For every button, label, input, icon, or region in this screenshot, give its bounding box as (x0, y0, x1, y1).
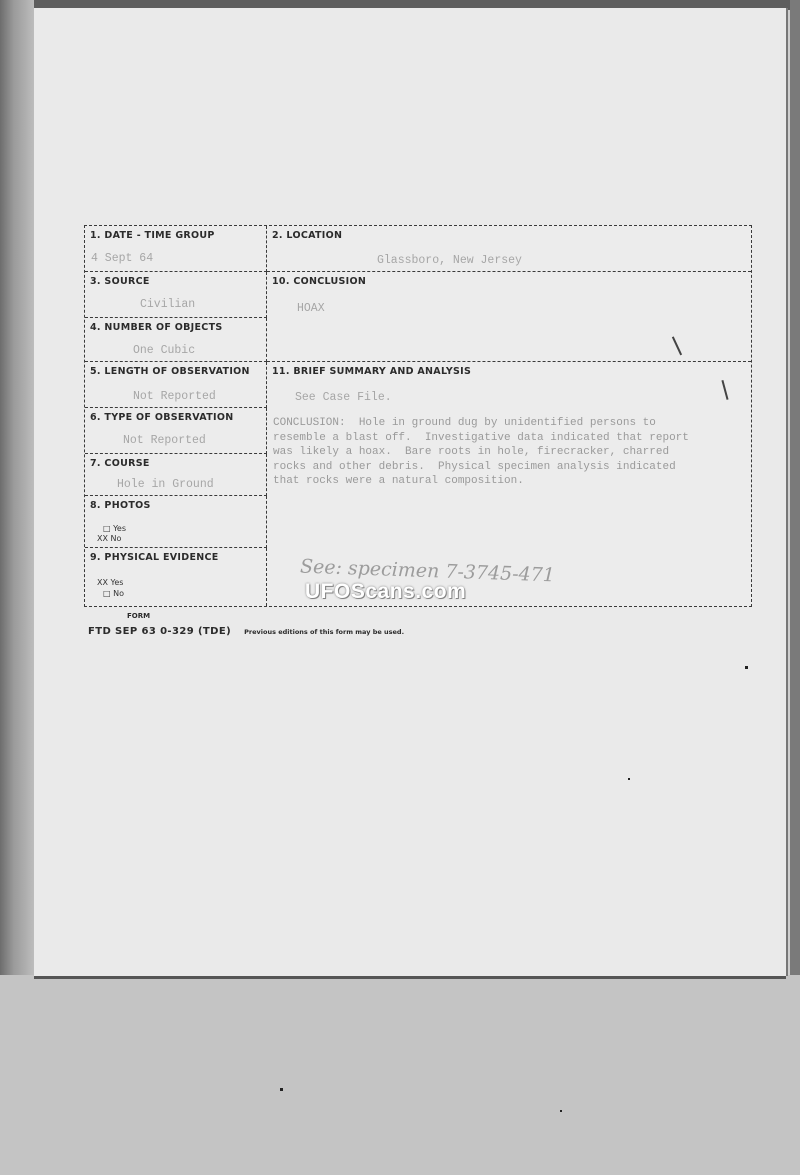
evidence-cell (85, 548, 267, 606)
photos-no-option: XX No (97, 534, 122, 543)
summary-label: 11. BRIEF SUMMARY AND ANALYSIS (272, 366, 472, 377)
summary-first-line: See Case File. (295, 391, 392, 404)
length-value: Not Reported (133, 390, 216, 403)
location-label: 2. LOCATION (272, 230, 343, 241)
date-time-cell (85, 226, 267, 272)
scan-speck (560, 1110, 562, 1112)
course-label: 7. COURSE (90, 458, 150, 469)
form-footer (88, 619, 404, 638)
photos-label: 8. PHOTOS (90, 500, 151, 511)
watermark: UFOScans.com (305, 580, 467, 603)
scan-speck (745, 666, 748, 669)
scan-speck (280, 1088, 283, 1091)
date-time-label: 1. DATE - TIME GROUP (90, 230, 215, 241)
evidence-yes-option: XX Yes (97, 578, 124, 587)
date-time-value: 4 Sept 64 (91, 252, 154, 265)
type-label: 6. TYPE OF OBSERVATION (90, 412, 234, 423)
objects-label: 4. NUMBER OF OBJECTS (90, 322, 223, 333)
photos-yes-option: □ Yes (103, 524, 127, 533)
scan-speck (628, 778, 630, 780)
source-value: Civilian (140, 298, 196, 311)
report-form (84, 225, 752, 607)
scan-lower-area (0, 975, 800, 1175)
objects-value: One Cubic (133, 344, 196, 357)
photos-cell (85, 496, 267, 548)
source-cell (85, 272, 267, 318)
form-number: FTD SEP 63 0-329 (TDE) (88, 626, 232, 637)
type-value: Not Reported (123, 434, 206, 447)
course-cell (85, 454, 267, 496)
location-value: Glassboro, New Jersey (377, 254, 522, 267)
form-word: FORM (127, 612, 151, 620)
conclusion-value: HOAX (297, 302, 325, 315)
handwritten-specimen-note: See: specimen 7-3745-471 (299, 555, 556, 587)
conclusion-label: 10. CONCLUSION (272, 276, 367, 287)
type-cell (85, 408, 267, 454)
length-cell (85, 362, 267, 408)
objects-cell (85, 318, 267, 362)
previous-editions-note: Previous editions of this form may be used. (244, 628, 405, 636)
length-label: 5. LENGTH OF OBSERVATION (90, 366, 250, 377)
source-label: 3. SOURCE (90, 276, 150, 287)
course-value: Hole in Ground (117, 478, 214, 491)
evidence-label: 9. PHYSICAL EVIDENCE (90, 552, 219, 563)
summary-body: CONCLUSION: Hole in ground dug by unidentified persons to resemble a blast off. Investigative data indicated that report was likely a hoax. Bare roots in hole, firecracker, charred rocks and other debris. Physical specimen analysis indicated that rocks were a natural composition. (273, 417, 689, 487)
evidence-no-option: □ No (103, 589, 124, 598)
location-cell (267, 226, 751, 272)
